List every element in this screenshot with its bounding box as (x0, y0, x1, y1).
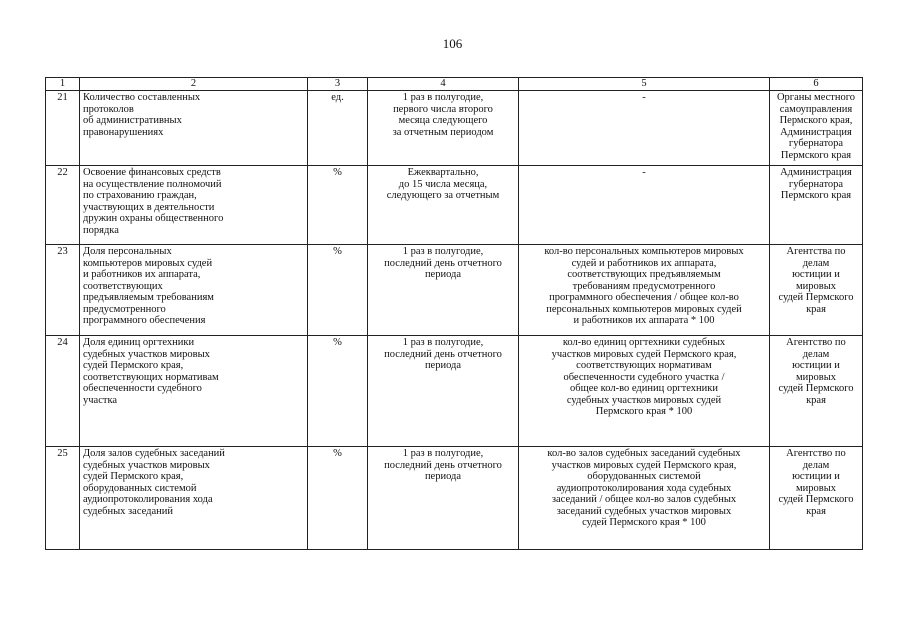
calculation-formula: кол-во залов судебных заседаний судебных участков мировых судей Пермского края, оборудованных системой аудиопротоколирования хода судебных заседаний / общее кол-во залов судебных заседаний судебных участков мировых судей Пермского края * 100 (519, 447, 770, 550)
responsible-body: Агентство по делам юстиции и мировых судей Пермского края (770, 447, 863, 550)
column-header: 6 (770, 78, 863, 91)
unit: % (308, 447, 368, 550)
row-number: 24 (46, 336, 80, 447)
indicator-name: Освоение финансовых средств на осуществление полномочий по страхованию граждан, участвующих в деятельности дружин охраны общественного порядка (80, 166, 308, 245)
reporting-period: 1 раз в полугодие, последний день отчетного периода (368, 245, 519, 336)
row-number: 21 (46, 91, 80, 166)
table-row (46, 336, 863, 447)
row-number: 22 (46, 166, 80, 245)
reporting-period: 1 раз в полугодие, первого числа второго месяца следующего за отчетным периодом (368, 91, 519, 166)
calculation-formula: кол-во персональных компьютеров мировых судей и работников их аппарата, соответствующих предъявляемым требованиям предусмотренного программного обеспечения / общее кол-во персональных компьютеров мировых судей и работников их аппарата * 100 (519, 245, 770, 336)
indicator-name: Количество составленных протоколов об административных правонарушениях (80, 91, 308, 166)
row-number: 23 (46, 245, 80, 336)
responsible-body: Администрация губернатора Пермского края (770, 166, 863, 245)
reporting-period: Ежеквартально, до 15 числа месяца, следующего за отчетным (368, 166, 519, 245)
column-header: 3 (308, 78, 368, 91)
column-header: 1 (46, 78, 80, 91)
unit: % (308, 336, 368, 447)
indicator-name: Доля залов судебных заседаний судебных участков мировых судей Пермского края, оборудованных системой аудиопротоколирования хода судебных заседаний (80, 447, 308, 550)
table-row (46, 91, 863, 166)
reporting-period: 1 раз в полугодие, последний день отчетного периода (368, 447, 519, 550)
row-number: 25 (46, 447, 80, 550)
unit: % (308, 245, 368, 336)
unit: % (308, 166, 368, 245)
reporting-period: 1 раз в полугодие, последний день отчетного периода (368, 336, 519, 447)
indicator-name: Доля единиц оргтехники судебных участков мировых судей Пермского края, соответствующих нормативам обеспеченности судебного участка (80, 336, 308, 447)
indicator-name: Доля персональных компьютеров мировых судей и работников их аппарата, соответствующих предъявляемым требованиям предусмотренного программного обеспечения (80, 245, 308, 336)
page-number: 106 (442, 36, 463, 51)
calculation-formula: - (519, 166, 770, 245)
table-row (46, 166, 863, 245)
table-row (46, 245, 863, 336)
table-row (46, 447, 863, 550)
column-header: 4 (368, 78, 519, 91)
indicators-table (45, 77, 863, 550)
unit: ед. (308, 91, 368, 166)
column-header: 2 (80, 78, 308, 91)
responsible-body: Органы местного самоуправления Пермского края, Администрация губернатора Пермского края (770, 91, 863, 166)
responsible-body: Агентство по делам юстиции и мировых судей Пермского края (770, 336, 863, 447)
responsible-body: Агентства по делам юстиции и мировых судей Пермского края (770, 245, 863, 336)
table-header-row (46, 78, 863, 91)
calculation-formula: - (519, 91, 770, 166)
column-header: 5 (519, 78, 770, 91)
calculation-formula: кол-во единиц оргтехники судебных участков мировых судей Пермского края, соответствующих нормативам обеспеченности судебного участка / общее кол-во единиц оргтехники судебных участков мировых судей Пермского края * 100 (519, 336, 770, 447)
